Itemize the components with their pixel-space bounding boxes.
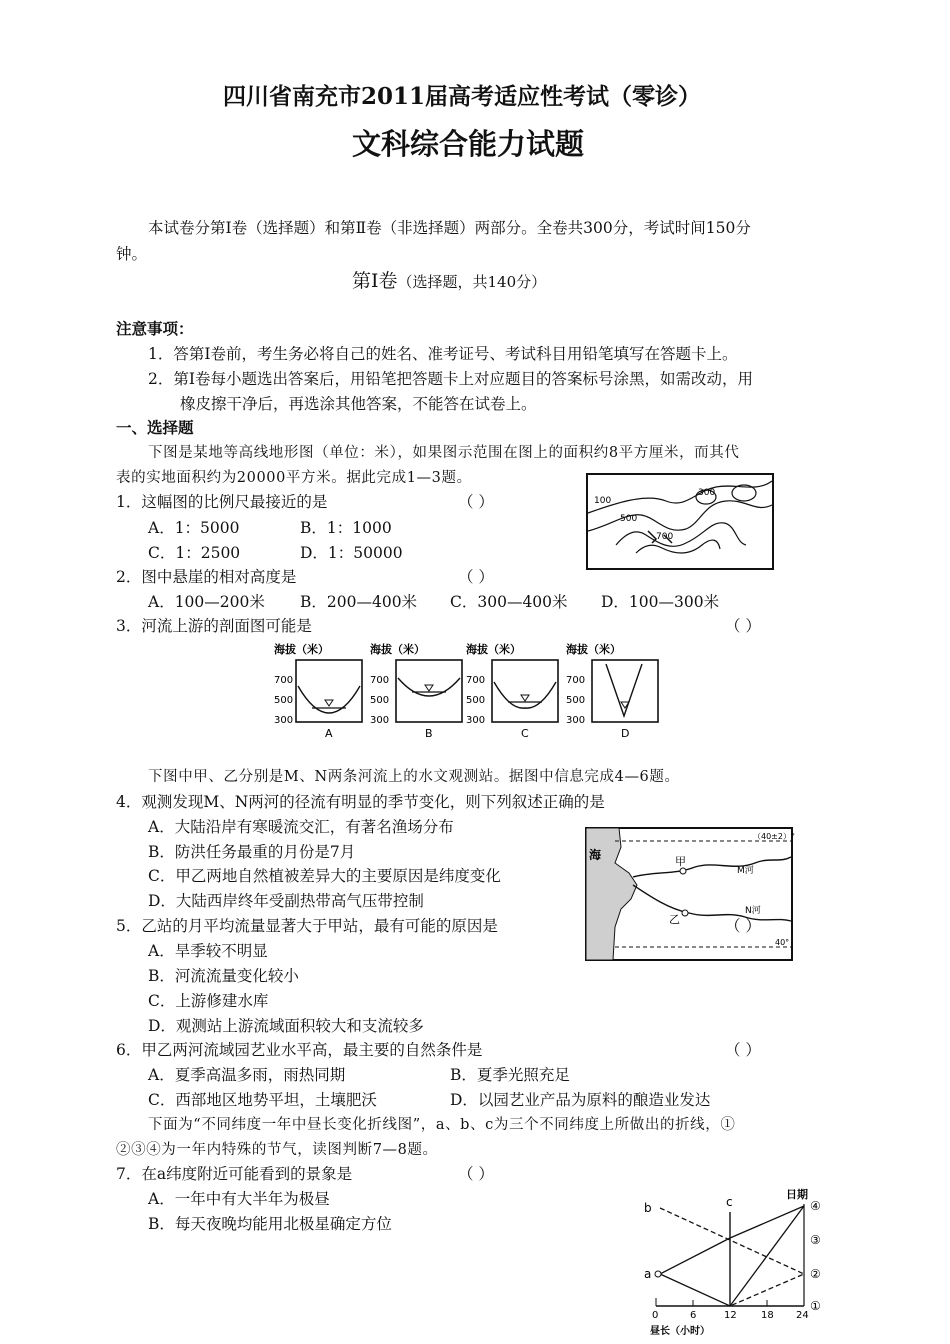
profile-tick: 500 — [566, 695, 586, 706]
latitude-label-top: （40±2）° — [753, 832, 795, 841]
context-3b: ②③④为一年内特殊的节气，读图判断7—8题。 — [116, 1142, 438, 1158]
notice-item-2: 2．第Ⅰ卷每小题选出答案后，用铅笔把答题卡上对应题目的答案标号涂黑，如需改动，用 — [148, 370, 753, 388]
x-tick-label: 24 — [796, 1310, 809, 1321]
profile-letter-c: C — [521, 727, 529, 740]
q7-option-b[interactable]: B．每天夜晚均能用北极星确定方位 — [148, 1215, 392, 1233]
profiles-svg — [272, 640, 672, 740]
volume-heading — [352, 266, 546, 293]
q5-option-c[interactable]: C．上游修建水库 — [148, 992, 269, 1010]
volume-main: 第Ⅰ卷 — [352, 270, 398, 292]
context-1a: 下图是某地等高线地形图（单位：米），如果图示范围在图上的面积约8平方厘米，而其代 — [148, 445, 740, 461]
q4-option-b[interactable]: B．防洪任务最重的月份是7月 — [148, 843, 356, 861]
profile-curve — [398, 678, 460, 696]
profile-curve — [606, 664, 642, 716]
q5-answer-paren[interactable]: （ ） — [725, 917, 761, 935]
x-tick-label: 12 — [724, 1310, 737, 1321]
profile-frame — [492, 660, 558, 722]
q5-stem: 5．乙站的月平均流量显著大于甲站，最有可能的原因是 — [116, 917, 498, 935]
profile-tick: 300 — [466, 715, 486, 726]
q7-option-a[interactable]: A．一年中有大半年为极昼 — [148, 1190, 330, 1208]
q7-stem: 7．在a纬度附近可能看到的景象是 — [116, 1165, 353, 1183]
profile-tick: 700 — [566, 675, 586, 686]
q4-option-d[interactable]: D．大陆西岸终年受副热带高气压带控制 — [148, 892, 424, 910]
contour-label-500: 500 — [620, 514, 638, 524]
q1-option-b[interactable]: B．1：1000 — [300, 519, 392, 537]
contour-label-700: 700 — [656, 532, 674, 542]
profile-ylabel-b: 海拔（米） — [370, 643, 425, 656]
q2-answer-paren[interactable]: （ ） — [458, 568, 494, 586]
q1-option-c[interactable]: C．1：2500 — [148, 544, 241, 562]
line-a — [660, 1206, 804, 1306]
q5-option-d[interactable]: D．观测站上游流域面积较大和支流较多 — [148, 1017, 424, 1035]
q5-option-b[interactable]: B．河流流量变化较小 — [148, 967, 299, 985]
profile-panel-a — [274, 642, 362, 740]
q6-stem: 6．甲乙两河流域园艺业水平高，最主要的自然条件是 — [116, 1041, 483, 1059]
profile-tick: 700 — [274, 675, 294, 686]
notice-heading: 注意事项： — [116, 320, 194, 338]
x-tick-label: 0 — [652, 1310, 659, 1321]
context-3a: 下面为“不同纬度一年中昼长变化折线图”，a、b、c为三个不同纬度上所做出的折线，① — [148, 1117, 736, 1133]
q6-answer-paren[interactable]: （ ） — [725, 1041, 761, 1059]
station-yi-label: 乙 — [669, 913, 680, 926]
daylength-chart — [640, 1186, 840, 1338]
q2-option-b[interactable]: B．200—400米 — [300, 593, 418, 611]
profile-letter-a: A — [325, 727, 333, 740]
contour-map-figure — [586, 473, 776, 571]
q2-option-a[interactable]: A．100—200米 — [148, 593, 265, 611]
profile-tick: 500 — [370, 695, 390, 706]
y-axis-label: 日期 — [786, 1188, 808, 1201]
intro-text: 本试卷分第Ⅰ卷（选择题）和第Ⅱ卷（非选择题）两部分。全卷共300分，考试时间150分 — [148, 219, 751, 237]
q2-option-c[interactable]: C．300—400米 — [450, 593, 568, 611]
water-symbol — [521, 695, 529, 701]
q1-stem: 1．这幅图的比例尺最接近的是 — [116, 493, 328, 511]
profile-tick: 500 — [466, 695, 486, 706]
q1-answer-paren[interactable]: （ ） — [458, 493, 494, 511]
q3-stem: 3．河流上游的剖面图可能是 — [116, 617, 312, 635]
q2-option-d[interactable]: D．100—300米 — [601, 593, 720, 611]
profile-panel-d — [566, 642, 658, 740]
q5-option-a[interactable]: A．旱季较不明显 — [148, 942, 268, 960]
q7-answer-paren[interactable]: （ ） — [458, 1165, 494, 1183]
notice-item-1: 1．答第Ⅰ卷前，考生务必将自己的姓名、准考证号、考试科目用铅笔填写在答题卡上。 — [148, 345, 738, 363]
water-symbol — [325, 700, 333, 706]
q6-option-c[interactable]: C．西部地区地势平坦，土壤肥沃 — [148, 1091, 377, 1109]
sea-label: 海 — [589, 848, 602, 862]
profile-panel-c — [466, 642, 558, 740]
river-n-label: N河 — [745, 906, 761, 916]
profile-panel-b — [370, 642, 462, 740]
q1-option-d[interactable]: D．1：50000 — [300, 544, 403, 562]
y-label-3: ③ — [810, 1233, 821, 1247]
water-symbol — [425, 685, 433, 691]
q4-option-c[interactable]: C．甲乙两地自然植被差异大的主要原因是纬度变化 — [148, 867, 501, 885]
x-axis-label: 昼长（小时） — [650, 1326, 710, 1337]
q4-option-a[interactable]: A．大陆沿岸有寒暖流交汇，有著名渔场分布 — [148, 818, 454, 836]
profile-letter-d: D — [621, 727, 630, 740]
q2-stem: 2．图中悬崖的相对高度是 — [116, 568, 297, 586]
profile-tick: 300 — [370, 715, 390, 726]
q1-option-a[interactable]: A．1：5000 — [148, 519, 240, 537]
volume-note: （选择题，共140分） — [397, 273, 547, 291]
station-yi-marker — [682, 910, 688, 916]
context-1b: 表的实地面积约为20000平方米。据此完成1—3题。 — [116, 470, 472, 486]
exam-subtitle: 文科综合能力试题 — [352, 127, 585, 161]
y-label-4: ④ — [810, 1199, 821, 1213]
profile-tick: 700 — [370, 675, 390, 686]
profile-letter-b: B — [425, 727, 433, 740]
profile-tick: 500 — [274, 695, 294, 706]
x-tick-label: 18 — [761, 1310, 774, 1321]
line-a-label: a — [644, 1267, 652, 1281]
q6-option-a[interactable]: A．夏季高温多雨，雨热同期 — [148, 1066, 346, 1084]
line-c-label: c — [726, 1195, 733, 1209]
intro-text-end: 钟。 — [116, 245, 148, 263]
q6-option-d[interactable]: D．以园艺业产品为原料的酿造业发达 — [450, 1091, 711, 1109]
line-a-start-marker — [655, 1271, 661, 1277]
y-label-2: ② — [810, 1267, 821, 1281]
section-heading: 一、选择题 — [116, 419, 194, 437]
profile-tick: 300 — [274, 715, 294, 726]
line-b — [660, 1208, 804, 1306]
line-b-label: b — [644, 1201, 652, 1215]
profile-ylabel-a: 海拔（米） — [274, 643, 329, 656]
q4-stem: 4．观测发现M、N两河的径流有明显的季节变化，则下列叙述正确的是 — [116, 793, 605, 811]
contour-label-300: 300 — [698, 488, 716, 498]
context-2: 下图中甲、乙分别是M、N两条河流上的水文观测站。据图中信息完成4—6题。 — [148, 769, 680, 785]
x-tick-label: 6 — [690, 1310, 697, 1321]
exam-title: 四川省南充市2011届高考适应性考试（零诊） — [223, 83, 702, 110]
q3-answer-paren[interactable]: （ ） — [725, 617, 761, 635]
profile-tick: 700 — [466, 675, 486, 686]
profile-ylabel-c: 海拔（米） — [466, 643, 521, 656]
station-jia-label: 甲 — [675, 855, 686, 868]
q6-option-b[interactable]: B．夏季光照充足 — [450, 1066, 570, 1084]
station-jia-marker — [680, 868, 686, 874]
latitude-label-bottom: 40° — [775, 938, 790, 947]
river-map-figure — [585, 827, 795, 963]
notice-item-2-cont: 橡皮擦干净后，再选涂其他答案，不能答在试卷上。 — [180, 395, 537, 413]
river-m-label: M河 — [737, 866, 754, 876]
profiles-figure — [272, 640, 672, 740]
profile-ylabel-d: 海拔（米） — [566, 643, 621, 656]
profile-tick: 300 — [566, 715, 586, 726]
y-label-1: ① — [810, 1299, 821, 1313]
contour-label-100: 100 — [594, 496, 612, 506]
